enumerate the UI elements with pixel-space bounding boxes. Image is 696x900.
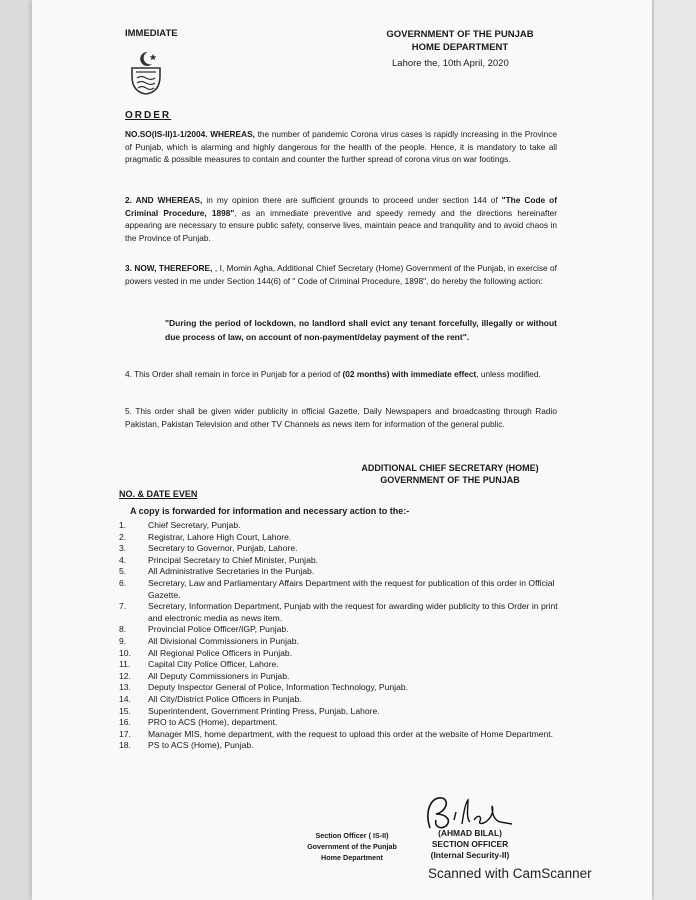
recipient-list [119, 520, 559, 752]
paragraph-4 [125, 368, 557, 381]
scan-edge [654, 0, 696, 900]
list-item-number: 10. [119, 647, 131, 658]
paragraph-2-text: in my opinion there are sufficient grounds to proceed under section 144 of [202, 195, 502, 205]
list-item-text: All Administrative Secretaries in the Punjab. [148, 566, 315, 577]
list-item-text: PRO to ACS (Home), department. [148, 717, 278, 728]
list-item-number: 12. [119, 670, 131, 681]
list-item-text: Superintendent, Government Printing Press, Punjab, Lahore. [148, 705, 380, 716]
list-item-number: 5. [119, 566, 127, 577]
list-item-number: 7. [119, 601, 127, 612]
stamp-line-2: Government of the Punjab [307, 842, 397, 851]
list-item-text: Principal Secretary to Chief Minister, Punjab. [148, 554, 319, 565]
list-item-text: All Divisional Commissioners in Punjab. [148, 635, 299, 646]
list-item-text: Secretary to Governor, Punjab, Lahore. [148, 543, 298, 554]
list-item [119, 694, 559, 706]
list-item-number: 17. [119, 728, 131, 739]
paragraph-1 [125, 128, 557, 166]
list-item [119, 671, 559, 683]
list-item-text: Manager MIS, home department, with the request to upload this order at the website of Home Department. [148, 728, 554, 739]
paragraph-2-lead: 2. AND WHEREAS, [125, 195, 203, 205]
office-stamp [297, 830, 407, 863]
paragraph-2-text-cont: , as an immediate preventive and speedy remedy and the directions hereinafter appearing are necessary to ensure public safety, conserve lives, maintain peace and tranquility and to avoid chaos in the Province of Punjab. [125, 207, 557, 243]
order-directive-quote: "During the period of lockdown, no landlord shall evict any tenant forcefully, illegally or without due process of law, on account of non-payment/delay payment of the rent". [165, 318, 557, 342]
list-item-text: All City/District Police Officers in Punjab. [148, 693, 302, 704]
list-item-text: Secretary, Law and Parliamentary Affairs Department with the request for publication of this order in Official Gazette. [148, 577, 555, 600]
list-item [119, 659, 559, 671]
list-item [119, 578, 559, 601]
department-name: HOME DEPARTMENT [411, 42, 509, 53]
order-number: NO.SO(IS-II)1-1/2004. WHEREAS, [125, 129, 255, 139]
list-item-number: 8. [119, 624, 127, 635]
list-item-text: Provincial Police Officer/IGP, Punjab. [148, 624, 289, 635]
list-item-number: 9. [119, 635, 127, 646]
list-item [119, 740, 559, 752]
list-item [119, 532, 559, 544]
list-item-text: Registrar, Lahore High Court, Lahore. [148, 531, 292, 542]
list-item-number: 18. [119, 740, 131, 751]
list-item [119, 682, 559, 694]
officer-name: (AHMAD BILAL) [438, 828, 502, 838]
list-item [119, 543, 559, 555]
list-item-number: 1. [119, 520, 127, 530]
list-item [119, 706, 559, 718]
government-name: GOVERNMENT OF THE PUNJAB [386, 29, 534, 40]
list-item [119, 729, 559, 741]
order-title: ORDER [125, 110, 172, 121]
list-item [119, 601, 559, 624]
law-citation: "The Code of Criminal Procedure, 1898" [125, 195, 557, 218]
paragraph-3-text: , I, Momin Agha, Additional Chief Secretary (Home) Government of the Punjab, in exercise of powers vested in me under Section 144(6) of " Code of Criminal Procedure, 1898", do hereby the following action: [125, 263, 557, 286]
list-item-text: All Deputy Commissioners in Punjab. [148, 670, 290, 681]
list-item-number: 4. [119, 554, 127, 565]
paragraph-1-text: the number of pandemic Corona virus cases is rapidly increasing in the Province of Punjab, which is alarming and highly dangerous for the health of the people. Hence, it is mandatory to take all pragmatic & possible measures to contain and counter the further spread of corona virus on war footings. [125, 129, 558, 164]
paragraph-5: 5. This order shall be given wider publicity in official Gazette, Daily Newspapers and broadcasting through Radio Pakistan, Pakistan Television and other TV Channels as news item for information of the general public. [125, 406, 557, 429]
signatory-government: GOVERNMENT OF THE PUNJAB [380, 475, 520, 485]
list-item-number: 11. [119, 659, 131, 670]
list-item-text: Capital City Police Officer, Lahore. [148, 659, 279, 670]
priority-label: IMMEDIATE [125, 28, 178, 39]
list-item-number: 14. [119, 693, 131, 704]
list-item-number: 6. [119, 577, 127, 588]
list-item-text: Secretary, Information Department, Punjab with the request for awarding wider publicity to this Order in print and electronic media as news item. [148, 601, 558, 623]
list-item [119, 566, 559, 578]
list-item-text: All Regional Police Officers in Punjab. [148, 647, 293, 658]
paragraph-4-text: 4. This Order shall remain in force in Punjab for a period of [125, 369, 343, 379]
officer-title: SECTION OFFICER [431, 839, 509, 849]
list-item-number: 13. [119, 682, 131, 693]
list-item [119, 636, 559, 648]
list-item [119, 717, 559, 729]
paragraph-3-lead: 3. NOW, THEREFORE, [125, 263, 213, 273]
duration-highlight: (02 months) with immediate effect [342, 369, 477, 379]
stamp-line-3: Home Department [321, 853, 383, 862]
list-item [119, 648, 559, 660]
officer-section: (Internal Security-II) [430, 850, 510, 860]
paragraph-2 [125, 194, 557, 244]
list-item-text: PS to ACS (Home), Punjab. [148, 740, 254, 751]
copy-forward-intro: A copy is forwarded for information and necessary action to the:- [130, 506, 410, 516]
order-date: Lahore the, 10th April, 2020 [392, 58, 509, 69]
paragraph-4-text-cont: , unless modified. [476, 369, 541, 379]
list-item [119, 520, 559, 532]
list-item [119, 624, 559, 636]
section-officer-block [410, 828, 530, 861]
department-header [385, 28, 535, 54]
signatory-block [340, 462, 560, 486]
paragraph-3 [125, 262, 557, 287]
list-item-number: 15. [119, 705, 131, 716]
number-date-label: NO. & DATE EVEN [119, 489, 198, 499]
punjab-seal-icon [122, 46, 170, 98]
list-item-text: Chief Secretary, Punjab. [148, 520, 241, 530]
stamp-line-1: Section Officer ( IS-II) [315, 831, 389, 840]
list-item [119, 555, 559, 567]
signatory-title: ADDITIONAL CHIEF SECRETARY (HOME) [361, 463, 539, 473]
scanner-watermark: Scanned with CamScanner [428, 866, 592, 881]
list-item-number: 3. [119, 543, 127, 554]
list-item-number: 16. [119, 717, 131, 728]
list-item-text: Deputy Inspector General of Police, Information Technology, Punjab. [148, 682, 409, 693]
list-item-number: 2. [119, 531, 127, 542]
